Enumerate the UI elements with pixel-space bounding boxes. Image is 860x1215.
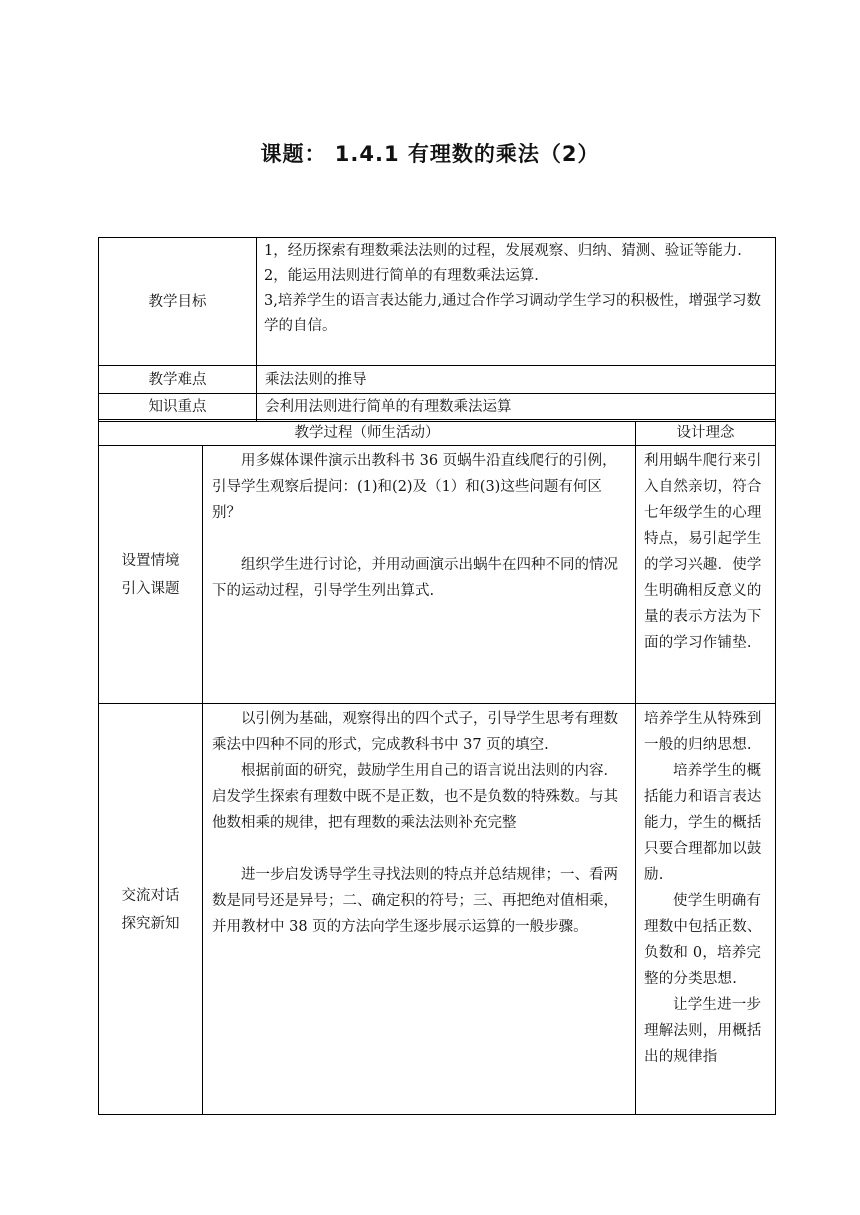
objective-line: 3,培养学生的语言表达能力,通过合作学习调动学生学习的积极性，增强学习数学的自信。 [264,293,761,334]
section-label-line: 探究新知 [121,915,180,932]
process-paragraph: 根据前面的研究，鼓励学生用自己的语言说出法则的内容．启发学生探索有理数中既不是正数，也不是负数的特殊数。与其他数相乘的规律，把有理数的乘法法则补充完整 [212,763,618,831]
objectives-label: 教学目标 [148,293,207,310]
concept-paragraph: 让学生进一步理解法则，用概括出的规律指 [644,997,762,1065]
concept-paragraph: 使学生明确有理数中包括正数、负数和 0，培养完整的分类思想. [644,893,762,987]
difficulty-label: 教学难点 [148,371,207,388]
objectives-content [257,238,775,365]
process-paragraph: 以引例为基础，观察得出的四个式子，引导学生思考有理数乘法中四种不同的形式，完成教科书中 37 页的填空. [212,711,618,753]
section-process [203,446,635,703]
process-header: 教学过程（师生活动） [294,425,440,441]
objective-line: 1，经历探索有理数乘法法则的过程，发展观察、归纳、猜测、验证等能力. [264,243,742,259]
lesson-plan-table [98,237,776,1115]
section-label-line: 交流对话 [121,887,180,904]
section-concept [636,446,775,703]
section-label [99,704,202,1115]
concept-header: 设计理念 [676,425,735,441]
process-paragraph: 组织学生进行讨论，并用动画演示出蜗牛在四种不同的情况下的运动过程，引导学生列出算式. [212,557,618,599]
concept-paragraph: 培养学生的概括能力和语言表达能力，学生的概括只要合理都加以鼓励. [644,763,762,883]
objective-line: 2，能运用法则进行简单的有理数乘法运算. [264,268,539,284]
section-label-line: 引入课题 [121,580,180,597]
section-label-line: 设置情境 [121,552,180,569]
section-label [99,446,202,703]
key-point-value: 会利用法则进行简单的有理数乘法运算 [265,398,512,415]
concept-paragraph: 培养学生从特殊到一般的归纳思想. [644,711,762,753]
process-paragraph: 进一步启发诱导学生寻找法则的特点并总结规律；一、看两数是同号还是异号；二、确定积的符号；三、再把绝对值相乘，并用教材中 38 页的方法向学生逐步展示运算的一般步骤。 [212,867,618,935]
key-point-label: 知识重点 [148,398,207,415]
difficulty-value: 乘法法则的推导 [265,371,367,388]
lesson-title: 课题： 1.4.1 有理数的乘法（2） [260,142,600,166]
process-paragraph: 用多媒体课件演示出教科书 36 页蜗牛沿直线爬行的引例，引导学生观察后提问：(1)和(2)及（1）和(3)这些问题有何区别？ [212,453,617,521]
section-process [203,704,635,1115]
concept-paragraph: 利用蜗牛爬行来引入自然亲切，符合七年级学生的心理特点，易引起学生的学习兴趣．使学生明确相反意义的量的表示方法为下面的学习作铺垫. [644,453,762,651]
section-concept [636,704,775,1115]
